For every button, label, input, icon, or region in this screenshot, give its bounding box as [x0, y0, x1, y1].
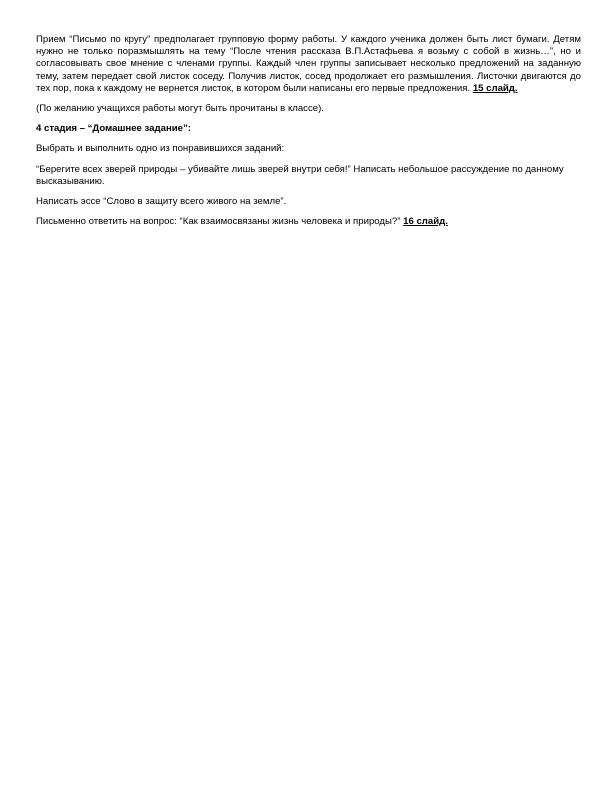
- paragraph-reading-note: (По желанию учащихся работы могут быть прочитаны в классе).: [36, 103, 324, 115]
- document-page: [36, 34, 581, 236]
- paragraph-choose-task: Выбрать и выполнить одно из понравившихся заданий:: [36, 143, 285, 155]
- slide-reference-15: 15 слайд.: [472, 82, 518, 94]
- paragraph-text: Прием “Письмо по кругу” предполагает групповую форму работы. У каждого ученика должен быть лист бумаги. Детям нужно не только поразмышлять на тему “После чтения рассказа В.П.Астафьева я возьму с собой в жизнь…”, но и согласовывать свое мнение с членами группы. Каждый член группы записывает несколько предложений на заданную тему, затем передает свой листок соседу. Получив листок, сосед продолжает его размышления. Листочки двигаются до тех пор, пока к каждому не вернется листок, в котором были написаны его первые предложения.: [36, 34, 581, 94]
- paragraph-task-reflection: “Берегите всех зверей природы – убивайте лишь зверей внутри себя!” Написать небольшое рассуждение по данному высказыванию.: [36, 163, 564, 187]
- section-heading-homework: 4 стадия – “Домашнее задание”:: [36, 123, 191, 135]
- paragraph-circle-letter-method: [36, 34, 581, 95]
- paragraph-task-essay: Написать эссе “Слово в защиту всего живого на земле”.: [36, 196, 287, 208]
- paragraph-task-question: [36, 216, 581, 228]
- paragraph-text: Письменно ответить на вопрос: “Как взаимосвязаны жизнь человека и природы?”: [36, 216, 401, 228]
- slide-reference-16: 16 слайд.: [403, 216, 448, 228]
